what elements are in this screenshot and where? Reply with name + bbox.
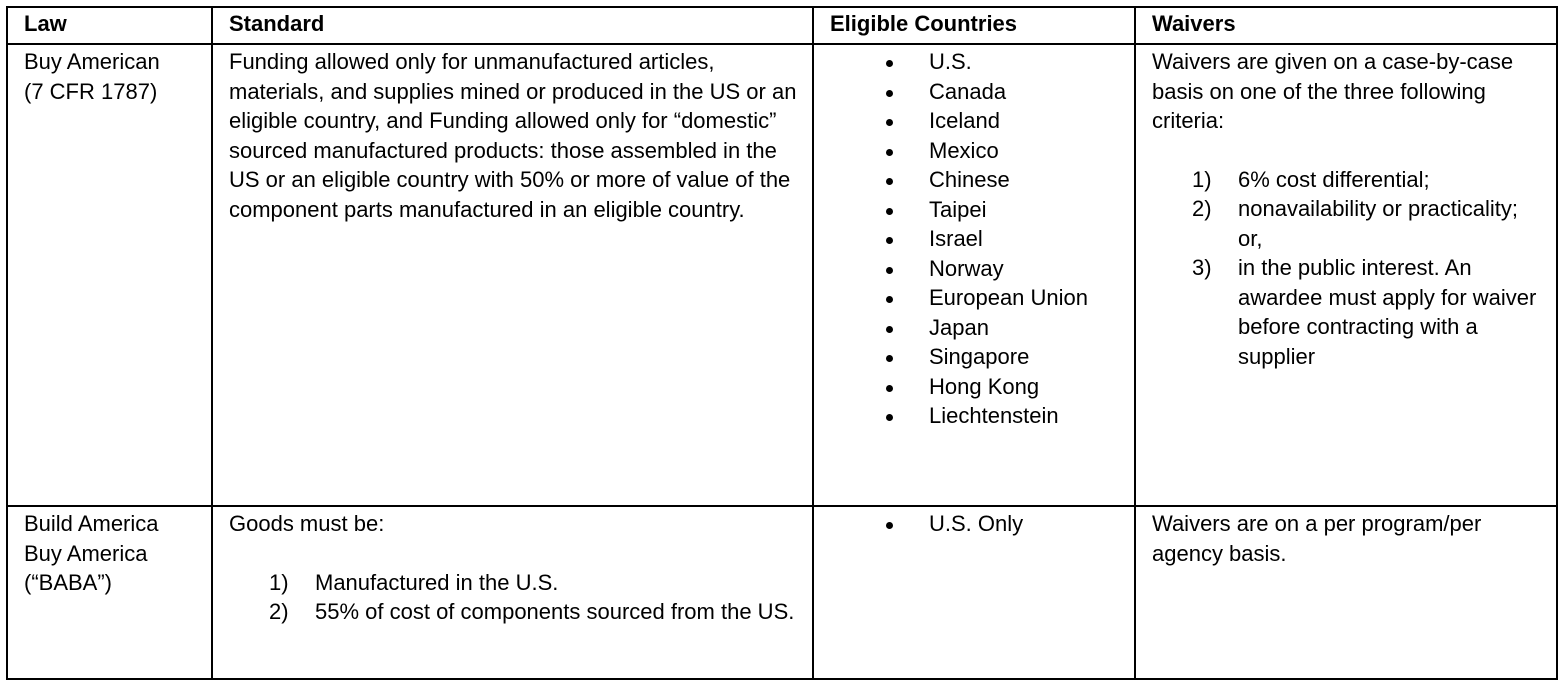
header-standard: Standard (212, 7, 813, 44)
country-item: U.S. (877, 47, 1120, 77)
standard-cell (212, 44, 813, 506)
country-item: Hong Kong (877, 372, 1120, 402)
header-eligible-countries: Eligible Countries (813, 7, 1135, 44)
list-number: 2) (1192, 196, 1212, 221)
list-text: in the public interest. An awardee must apply for waiver before contracting with a supplier (1238, 255, 1537, 369)
requirement-item (269, 597, 798, 627)
country-item: Chinese (877, 165, 1120, 195)
list-number: 1) (269, 569, 289, 595)
table-row (7, 44, 1557, 506)
country-item: Japan (877, 313, 1120, 343)
law-cell (7, 44, 212, 506)
countries-cell (813, 44, 1135, 506)
waivers-text: Waivers are on a per program/per agency basis. (1152, 511, 1482, 566)
standard-cell (212, 506, 813, 679)
country-item: European Union (877, 283, 1120, 313)
waiver-criterion (1192, 194, 1542, 253)
country-item: Singapore (877, 342, 1120, 372)
waiver-criterion (1192, 253, 1542, 371)
country-item: Liechtenstein (877, 401, 1120, 431)
list-number: 2) (269, 599, 289, 624)
countries-cell (813, 506, 1135, 679)
comparison-table (6, 6, 1558, 680)
list-number: 1) (1192, 166, 1212, 192)
waivers-cell (1135, 506, 1557, 679)
country-item: U.S. Only (877, 509, 1120, 539)
requirement-item (269, 568, 798, 598)
waiver-criteria-list (1152, 165, 1542, 372)
waivers-intro: Waivers are given on a case-by-case basis on one of the three following criteria: (1152, 49, 1514, 133)
list-text: Manufactured in the U.S. (315, 569, 559, 595)
header-waivers: Waivers (1135, 7, 1557, 44)
country-item: Mexico (877, 136, 1120, 166)
table-row (7, 506, 1557, 679)
list-text: nonavailability or practicality; or, (1238, 196, 1519, 251)
standard-intro: Goods must be: (229, 511, 385, 536)
list-number: 3) (1192, 255, 1212, 280)
country-list (830, 47, 1120, 431)
country-item: Norway (877, 254, 1120, 284)
country-item: Canada (877, 77, 1120, 107)
law-name-line: Build America (24, 511, 159, 536)
country-item: Iceland (877, 106, 1120, 136)
country-item: Israel (877, 224, 1120, 254)
country-item: Taipei (877, 195, 1120, 225)
waivers-cell (1135, 44, 1557, 506)
list-text: 6% cost differential; (1238, 166, 1430, 192)
header-law: Law (7, 7, 212, 44)
law-name-line: (7 CFR 1787) (24, 78, 158, 104)
list-text: 55% of cost of components sourced from the US. (315, 599, 795, 624)
law-name-line: Buy America (24, 540, 148, 566)
waiver-criterion (1192, 165, 1542, 195)
law-name-line: Buy American (24, 49, 160, 74)
law-name-line: (“BABA”) (24, 570, 112, 595)
standard-text: Funding allowed only for unmanufactured articles, materials, and supplies mined or produced in the US or an eligible country, and Funding allowed only for “domestic” sourced manufactured products: those assembled in the US or an eligible country with 50% or more of value of the component parts manufactured in an eligible country. (229, 49, 797, 222)
standard-requirements-list (229, 568, 798, 627)
law-cell (7, 506, 212, 679)
country-list (830, 509, 1120, 539)
header-row (7, 7, 1557, 44)
